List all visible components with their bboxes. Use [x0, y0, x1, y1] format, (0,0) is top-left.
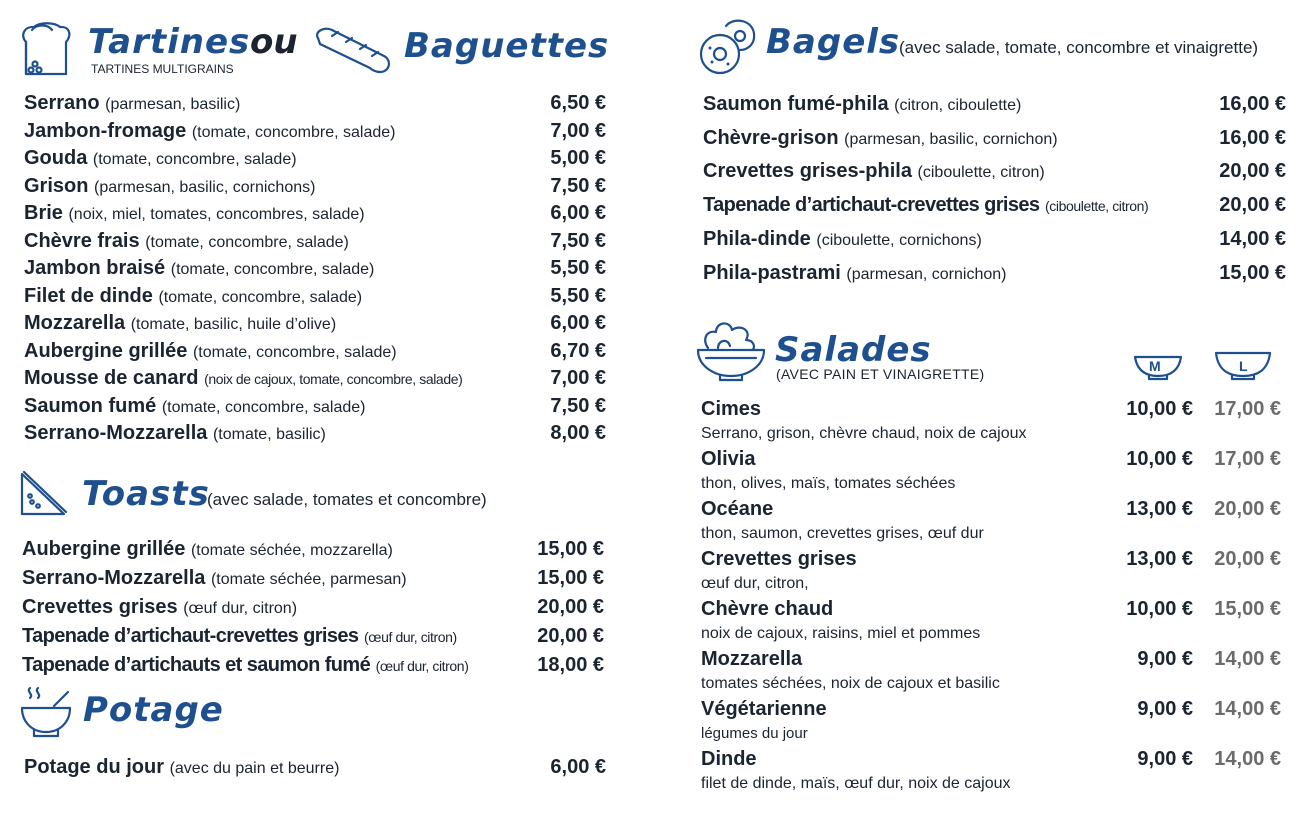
potage-title: Potage: [83, 690, 224, 730]
menu-item: [703, 261, 1006, 287]
salad-price-l: 17,00 €: [1214, 398, 1281, 420]
salades-subtitle: (AVEC PAIN ET VINAIGRETTE): [776, 366, 985, 382]
menu-item: [22, 624, 457, 649]
salad-price-l: 14,00 €: [1214, 748, 1281, 770]
item-description: (parmesan, basilic, cornichons): [94, 178, 316, 196]
item-price: 16,00 €: [1219, 126, 1286, 149]
item-price: 7,50 €: [550, 174, 606, 197]
bagels-subtitle: (avec salade, tomate, concombre et vinaigrette): [899, 38, 1259, 57]
menu-item: [24, 146, 297, 172]
toasts-title: Toasts: [82, 474, 210, 514]
item-name: Jambon braisé: [24, 257, 166, 279]
salad-name: Végétarienne: [701, 698, 827, 720]
salad-name: Chèvre chaud: [701, 598, 834, 620]
item-price: 15,00 €: [537, 538, 604, 560]
salad-price-m: 9,00 €: [1137, 748, 1193, 770]
salad-price-l: 14,00 €: [1214, 648, 1281, 670]
item-price: 18,00 €: [537, 654, 604, 676]
salad-name: Mozzarella: [701, 648, 803, 670]
item-price: 7,00 €: [550, 367, 606, 389]
menu-item: [24, 229, 349, 255]
item-description: (ciboulette, citron): [1045, 198, 1149, 215]
item-price: 7,50 €: [550, 229, 606, 252]
item-name: Crevettes grises: [22, 596, 178, 618]
salad-item: [701, 397, 761, 421]
item-price: 20,00 €: [537, 596, 604, 618]
salad-price-m: 13,00 €: [1126, 498, 1193, 520]
toasts-subtitle: (avec salade, tomates et concombre): [207, 490, 487, 509]
item-name: Serrano: [24, 92, 100, 114]
tartines-ou-text: ou: [250, 22, 298, 62]
item-price: 6,00 €: [550, 202, 606, 224]
salad-description: filet de dinde, maïs, œuf dur, noix de cajoux: [701, 775, 1011, 792]
salad-name: Cimes: [701, 398, 762, 420]
menu-item: [703, 92, 1021, 118]
item-description: (tomate, concombre, salade): [191, 123, 396, 141]
salad-price-l: 20,00 €: [1214, 498, 1281, 520]
salad-name: Olivia: [701, 448, 756, 470]
salad-price-m: 9,00 €: [1137, 648, 1193, 670]
menu-item: [703, 227, 982, 253]
item-price: 6,50 €: [550, 92, 606, 114]
soup-bowl-icon: [20, 686, 72, 738]
item-price: 20,00 €: [1219, 160, 1286, 183]
item-description: (parmesan, basilic, cornichon): [844, 130, 1058, 148]
salad-description: œuf dur, citron,: [701, 575, 809, 592]
item-description: (tomate, concombre, salade): [158, 288, 363, 306]
salad-description: thon, olives, maïs, tomates séchées: [701, 475, 956, 492]
salad-item: [701, 697, 827, 721]
bread-loaf-icon: [18, 20, 74, 78]
item-description: (tomate séchée, parmesan): [210, 571, 407, 588]
item-price: 5,50 €: [550, 284, 606, 307]
item-name: Serrano-Mozzarella: [22, 567, 206, 589]
item-price: 15,00 €: [1219, 261, 1286, 284]
salad-item: [701, 647, 802, 671]
item-name: Phila-pastrami: [703, 261, 841, 284]
salad-price-m: 9,00 €: [1137, 698, 1193, 720]
item-price: 6,00 €: [550, 756, 606, 778]
menu-item: [22, 595, 297, 621]
menu-item: [24, 421, 326, 447]
item-description: (ciboulette, cornichons): [816, 231, 982, 249]
baguette-icon: [312, 26, 392, 76]
item-price: 16,00 €: [1219, 93, 1286, 115]
item-description: (tomate, concombre, salade): [170, 261, 375, 278]
item-description: (œuf dur, citron): [364, 629, 457, 645]
item-name: Phila-dinde: [703, 227, 811, 250]
item-description: (parmesan, cornichon): [846, 265, 1007, 283]
item-name: Filet de dinde: [24, 284, 153, 307]
item-name: Gouda: [24, 147, 88, 169]
item-name: Tapenade d’artichaut-crevettes grises: [22, 625, 359, 647]
item-description: (tomate, basilic): [212, 426, 326, 443]
menu-item: [703, 159, 1045, 185]
item-name: Potage du jour: [24, 756, 164, 778]
menu-item: [24, 256, 374, 282]
item-description: (avec du pain et beurre): [169, 760, 340, 777]
item-name: Brie: [24, 202, 63, 224]
salad-bowl-icon: [696, 318, 766, 382]
size-l-label: L: [1239, 358, 1248, 374]
item-description: (tomate séchée, mozzarella): [190, 542, 393, 559]
item-price: 14,00 €: [1219, 227, 1286, 250]
salad-item: [701, 547, 857, 571]
item-name: Mousse de canard: [24, 367, 199, 389]
menu-item: [24, 119, 395, 145]
item-description: (parmesan, basilic): [105, 96, 241, 113]
item-description: (tomate, basilic, huile d’olive): [130, 316, 337, 333]
baguettes-title: Baguettes: [404, 26, 610, 66]
salad-item: [701, 497, 773, 521]
salad-price-l: 15,00 €: [1214, 598, 1281, 620]
item-price: 8,00 €: [550, 422, 606, 444]
item-name: Aubergine grillée: [22, 538, 186, 560]
menu-item: [22, 537, 393, 563]
salades-title: Salades: [775, 330, 932, 370]
tartines-subtitle: TARTINES MULTIGRAINS: [91, 62, 234, 76]
menu-item: [24, 284, 362, 310]
salad-price-m: 10,00 €: [1126, 398, 1193, 420]
salad-price-l: 14,00 €: [1214, 698, 1281, 720]
item-description: (œuf dur, citron): [183, 600, 298, 617]
item-price: 7,50 €: [550, 394, 606, 417]
menu-item: [24, 311, 336, 337]
salad-price-m: 10,00 €: [1126, 598, 1193, 620]
tartines-title: Tartines: [88, 22, 251, 62]
item-name: Tapenade d’artichaut-crevettes grises: [703, 194, 1040, 217]
item-name: Serrano-Mozzarella: [24, 422, 208, 444]
salad-price-l: 20,00 €: [1214, 548, 1281, 570]
salad-price-l: 17,00 €: [1214, 448, 1281, 470]
menu-item: [24, 366, 462, 391]
item-name: Saumon fumé-phila: [703, 93, 889, 115]
item-name: Saumon fumé: [24, 394, 157, 417]
item-name: Grison: [24, 174, 89, 197]
item-description: (tomate, concombre, salade): [192, 343, 397, 361]
item-description: (tomate, concombre, salade): [145, 233, 349, 251]
item-price: 20,00 €: [537, 625, 604, 647]
salad-name: Dinde: [701, 748, 757, 770]
menu-item: [22, 653, 468, 678]
menu-item: [24, 394, 365, 420]
item-description: (tomate, concombre, salade): [92, 151, 297, 168]
salad-description: thon, saumon, crevettes grises, œuf dur: [701, 525, 984, 542]
salad-item: [701, 747, 757, 771]
item-description: (œuf dur, citron): [375, 658, 469, 674]
menu-item: [24, 91, 240, 117]
item-name: Crevettes grises-phila: [703, 160, 912, 183]
salad-description: Serrano, grison, chèvre chaud, noix de cajoux: [701, 425, 1027, 442]
item-name: Tapenade d’artichauts et saumon fumé: [22, 654, 371, 676]
item-price: 15,00 €: [537, 567, 604, 589]
item-price: 20,00 €: [1219, 194, 1286, 217]
salad-description: noix de cajoux, raisins, miel et pommes: [701, 625, 981, 642]
item-price: 5,00 €: [550, 147, 606, 169]
menu-item: [703, 126, 1058, 152]
item-price: 5,50 €: [550, 257, 606, 279]
item-name: Aubergine grillée: [24, 339, 188, 362]
menu-item: [24, 174, 315, 200]
sandwich-icon: [20, 470, 68, 518]
menu-item: [22, 566, 407, 592]
bagel-icon: [698, 18, 758, 76]
salad-name: Crevettes grises: [701, 548, 857, 570]
salad-item: [701, 597, 833, 621]
item-description: (noix, miel, tomates, concombres, salade): [68, 206, 365, 223]
item-price: 6,70 €: [550, 339, 606, 362]
item-name: Chèvre frais: [24, 229, 140, 252]
item-price: 7,00 €: [550, 119, 606, 142]
item-description: (noix de cajoux, tomate, concombre, salade): [204, 371, 463, 387]
salad-price-m: 13,00 €: [1126, 548, 1193, 570]
item-description: (ciboulette, citron): [917, 164, 1045, 182]
item-name: Chèvre-grison: [703, 126, 839, 149]
item-description: (tomate, concombre, salade): [161, 398, 366, 416]
salad-description: légumes du jour: [701, 725, 808, 742]
salad-name: Océane: [701, 498, 774, 520]
menu-item: [24, 755, 339, 781]
item-name: Jambon-fromage: [24, 119, 187, 142]
menu-item: [703, 193, 1148, 218]
bagels-title: Bagels: [766, 22, 901, 62]
item-description: (citron, ciboulette): [894, 97, 1022, 114]
salad-item: [701, 447, 755, 471]
menu-item: [24, 339, 397, 365]
item-price: 6,00 €: [550, 312, 606, 334]
item-name: Mozzarella: [24, 312, 126, 334]
salad-price-m: 10,00 €: [1126, 448, 1193, 470]
menu-item: [24, 201, 365, 227]
salad-description: tomates séchées, noix de cajoux et basilic: [701, 675, 1000, 692]
size-m-label: M: [1149, 358, 1161, 374]
